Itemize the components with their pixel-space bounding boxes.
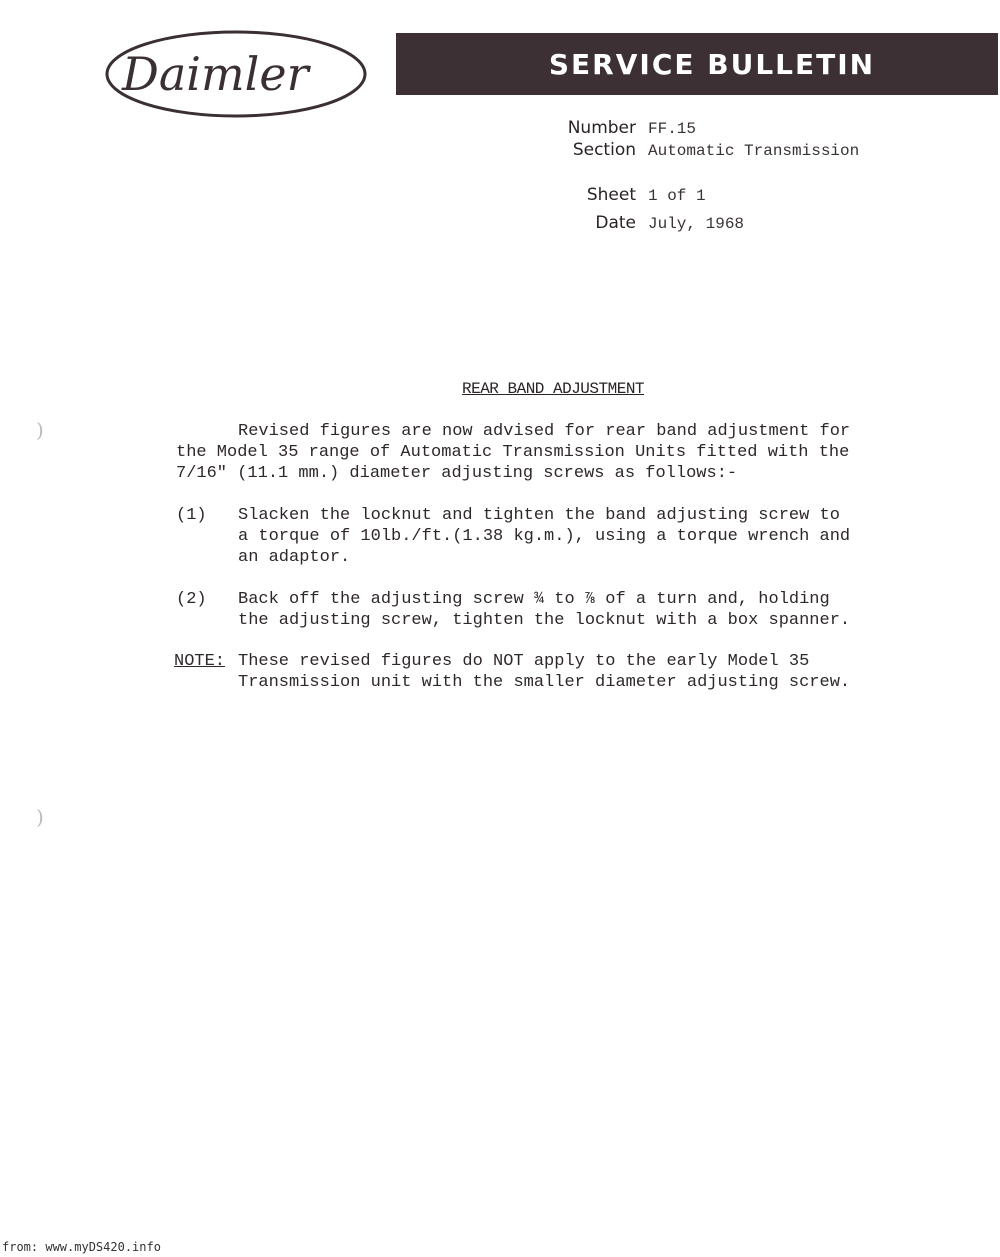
section-value: Automatic Transmission <box>648 142 860 160</box>
date-label: Date <box>595 213 636 233</box>
date-value: July, 1968 <box>648 215 745 233</box>
step-line: an adaptor. <box>238 548 351 567</box>
meta-number-row <box>0 118 1000 142</box>
step-line: Slacken the locknut and tighten the band adjusting screw to <box>238 506 840 525</box>
bulletin-title: REAR BAND ADJUSTMENT <box>461 380 645 398</box>
step-marker: (2) <box>176 590 207 609</box>
punch-hole-mark: ) <box>36 805 44 829</box>
step-line: Back off the adjusting screw ¾ to ⅞ of a turn and, holding <box>238 590 830 609</box>
service-bulletin-banner <box>396 33 998 95</box>
step-line: a torque of 10lb./ft.(1.38 kg.m.), using a torque wrench and <box>238 527 851 546</box>
daimler-logo <box>104 28 369 120</box>
intro-line: the Model 35 range of Automatic Transmission Units fitted with the <box>176 443 850 462</box>
banner-title: SERVICE BULLETIN <box>548 47 876 81</box>
meta-sheet-row <box>0 185 1000 209</box>
intro-line: 7/16" (11.1 mm.) diameter adjusting screws as follows:- <box>176 464 738 483</box>
punch-hole-mark: ) <box>36 418 44 442</box>
sheet-label: Sheet <box>586 185 636 205</box>
step-marker: (1) <box>176 506 207 525</box>
number-label: Number <box>567 118 636 138</box>
meta-date-row <box>0 213 1000 237</box>
intro-line: Revised figures are now advised for rear band adjustment for <box>238 422 851 441</box>
number-value: FF.15 <box>648 120 697 138</box>
section-label: Section <box>572 140 636 160</box>
note-label: NOTE: <box>174 652 226 671</box>
meta-section-row <box>0 140 1000 164</box>
svg-text:Daimler: Daimler <box>122 47 309 101</box>
bulletin-title-wrap <box>0 380 1000 398</box>
sheet-value: 1 of 1 <box>648 187 706 205</box>
note-line: These revised figures do NOT apply to the early Model 35 <box>238 652 810 671</box>
step-line: the adjusting screw, tighten the locknut with a box spanner. <box>238 611 851 630</box>
note-line: Transmission unit with the smaller diameter adjusting screw. <box>238 673 851 692</box>
source-footer: from: www.myDS420.info <box>2 1240 161 1254</box>
